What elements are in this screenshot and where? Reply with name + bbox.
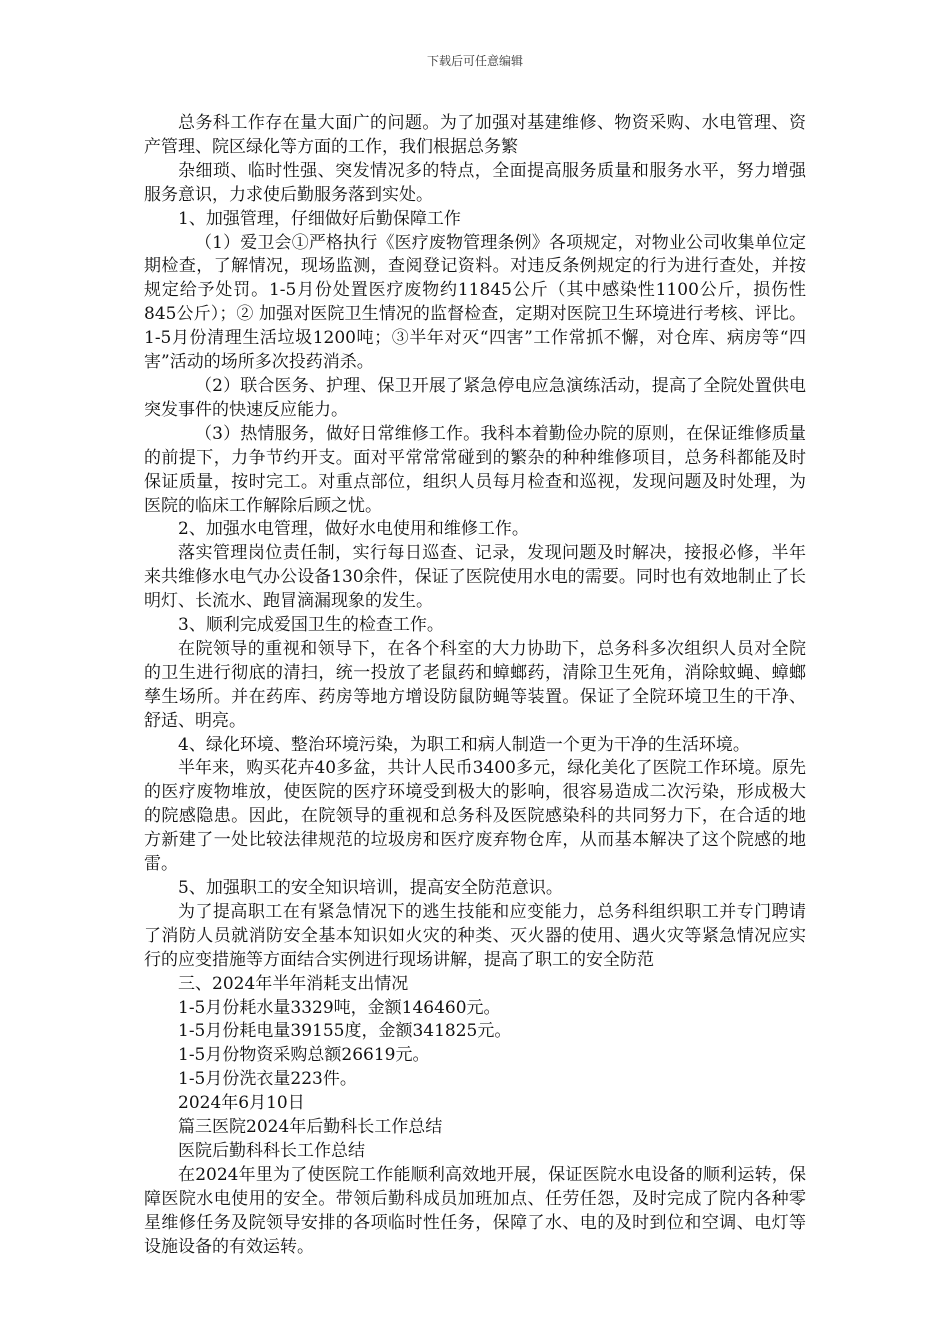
paragraph: 半年来，购买花卉40多盆，共计人民币3400多元，绿化美化了医院工作环境。原先的医疗废物堆放，使医院的医疗环境受到极大的影响，很容易造成二次污染，形成极大的院感隐患。因此，在院领导的重视和总务科及医院感染科的共同努力下，在合适的地方新建了一处比较法律规范的垃圾房和医疗废弃物仓库，从而基本解决了这个院感的地雷。 bbox=[144, 758, 806, 875]
document-body bbox=[144, 112, 806, 1260]
expense-line: 1-5月份物资采购总额26619元。 bbox=[178, 1045, 430, 1066]
paragraph: （3）热情服务，做好日常维修工作。我科本着勤俭办院的原则，在保证维修质量的前提下，力争节约开支。面对平常常常碰到的繁杂的种种维修项目，总务科都能及时保证质量，按时完工。对重点部位，组织人员每月检查和巡视，发现问题及时处理，为医院的临床工作解除后顾之忧。 bbox=[144, 423, 806, 516]
section-heading: 三、2024年半年消耗支出情况 bbox=[178, 973, 409, 994]
document-title: 篇三医院2024年后勤科长工作总结 bbox=[178, 1117, 443, 1138]
date-line: 2024年6月10日 bbox=[178, 1093, 305, 1114]
paragraph: （2）联合医务、护理、保卫开展了紧急停电应急演练活动，提高了全院处置供电突发事件的快速反应能力。 bbox=[144, 375, 806, 420]
document-subtitle: 医院后勤科科长工作总结 bbox=[178, 1140, 365, 1161]
paragraph: 总务科工作存在量大面广的问题。为了加强对基建维修、物资采购、水电管理、资产管理、院区绿化等方面的工作，我们根据总务繁 bbox=[144, 113, 806, 157]
paragraph: 在2024年里为了使医院工作能顺利高效地开展，保证医院水电设备的顺利运转，保障医院水电使用的安全。带领后勤科成员加班加点、任劳任怨，及时完成了院内各种零星维修任务及院领导安排的各项临时性任务，保障了水、电的及时到位和空调、电灯等设施设备的有效运转。 bbox=[144, 1164, 806, 1257]
section-heading: 3、顺利完成爱国卫生的检查工作。 bbox=[178, 615, 444, 636]
section-heading: 2、加强水电管理，做好水电使用和维修工作。 bbox=[178, 519, 529, 540]
paragraph: 落实管理岗位责任制，实行每日巡查、记录，发现问题及时解决，接报必修，半年来共维修水电气办公设备130余件，保证了医院使用水电的需要。同时也有效地制止了长明灯、长流水、跑冒滴漏现象的发生。 bbox=[144, 543, 806, 612]
section-heading: 4、绿化环境、整治环境污染，为职工和病人制造一个更为干净的生活环境。 bbox=[178, 734, 750, 755]
paragraph: 杂细琐、临时性强、突发情况多的特点，全面提高服务质量和服务水平，努力增强服务意识，力求使后勤服务落到实处。 bbox=[144, 160, 806, 205]
paragraph: 在院领导的重视和领导下，在各个科室的大力协助下，总务科多次组织人员对全院的卫生进行彻底的清扫，统一投放了老鼠药和蟑螂药，清除卫生死角，消除蚊蝇、蟑螂孳生场所。并在药库、药房等地方增设防鼠防蝇等装置。保证了全院环境卫生的干净、舒适、明亮。 bbox=[144, 638, 806, 731]
page-header: 下载后可任意编辑 bbox=[426, 54, 523, 68]
expense-line: 1-5月份洗衣量223件。 bbox=[178, 1069, 357, 1090]
paragraph: 为了提高职工在有紧急情况下的逃生技能和应变能力，总务科组织职工并专门聘请了消防人员就消防安全基本知识如火灾的种类、灭火器的使用、遇火灾等紧急情况应实行的应变措施等方面结合实例进行现场讲解，提高了职工的安全防范 bbox=[144, 901, 806, 970]
section-heading: 5、加强职工的安全知识培训，提高安全防范意识。 bbox=[178, 878, 563, 898]
section-heading: 1、加强管理，仔细做好后勤保障工作 bbox=[178, 208, 461, 229]
paragraph: （1）爱卫会①严格执行《医疗废物管理条例》各项规定，对物业公司收集单位定期检查，了解情况，现场监测，查阅登记资料。对违反条例规定的行为进行查处，并按规定给予处罚。1-5月份处置医疗废物约11845公斤（其中感染性1100公斤，损伤性845公斤）；② 加强对医院卫生情况的监督检查，定期对医院卫生环境进行考核、评比。1-5月份清理生活垃圾1200吨；③半年对灭“四害”工作常抓不懈，对仓库、病房等“四害”活动的场所多次投药消杀。 bbox=[144, 232, 806, 373]
expense-line: 1-5月份耗电量39155度，金额341825元。 bbox=[178, 1021, 512, 1042]
expense-line: 1-5月份耗水量3329吨，金额146460元。 bbox=[178, 997, 501, 1018]
